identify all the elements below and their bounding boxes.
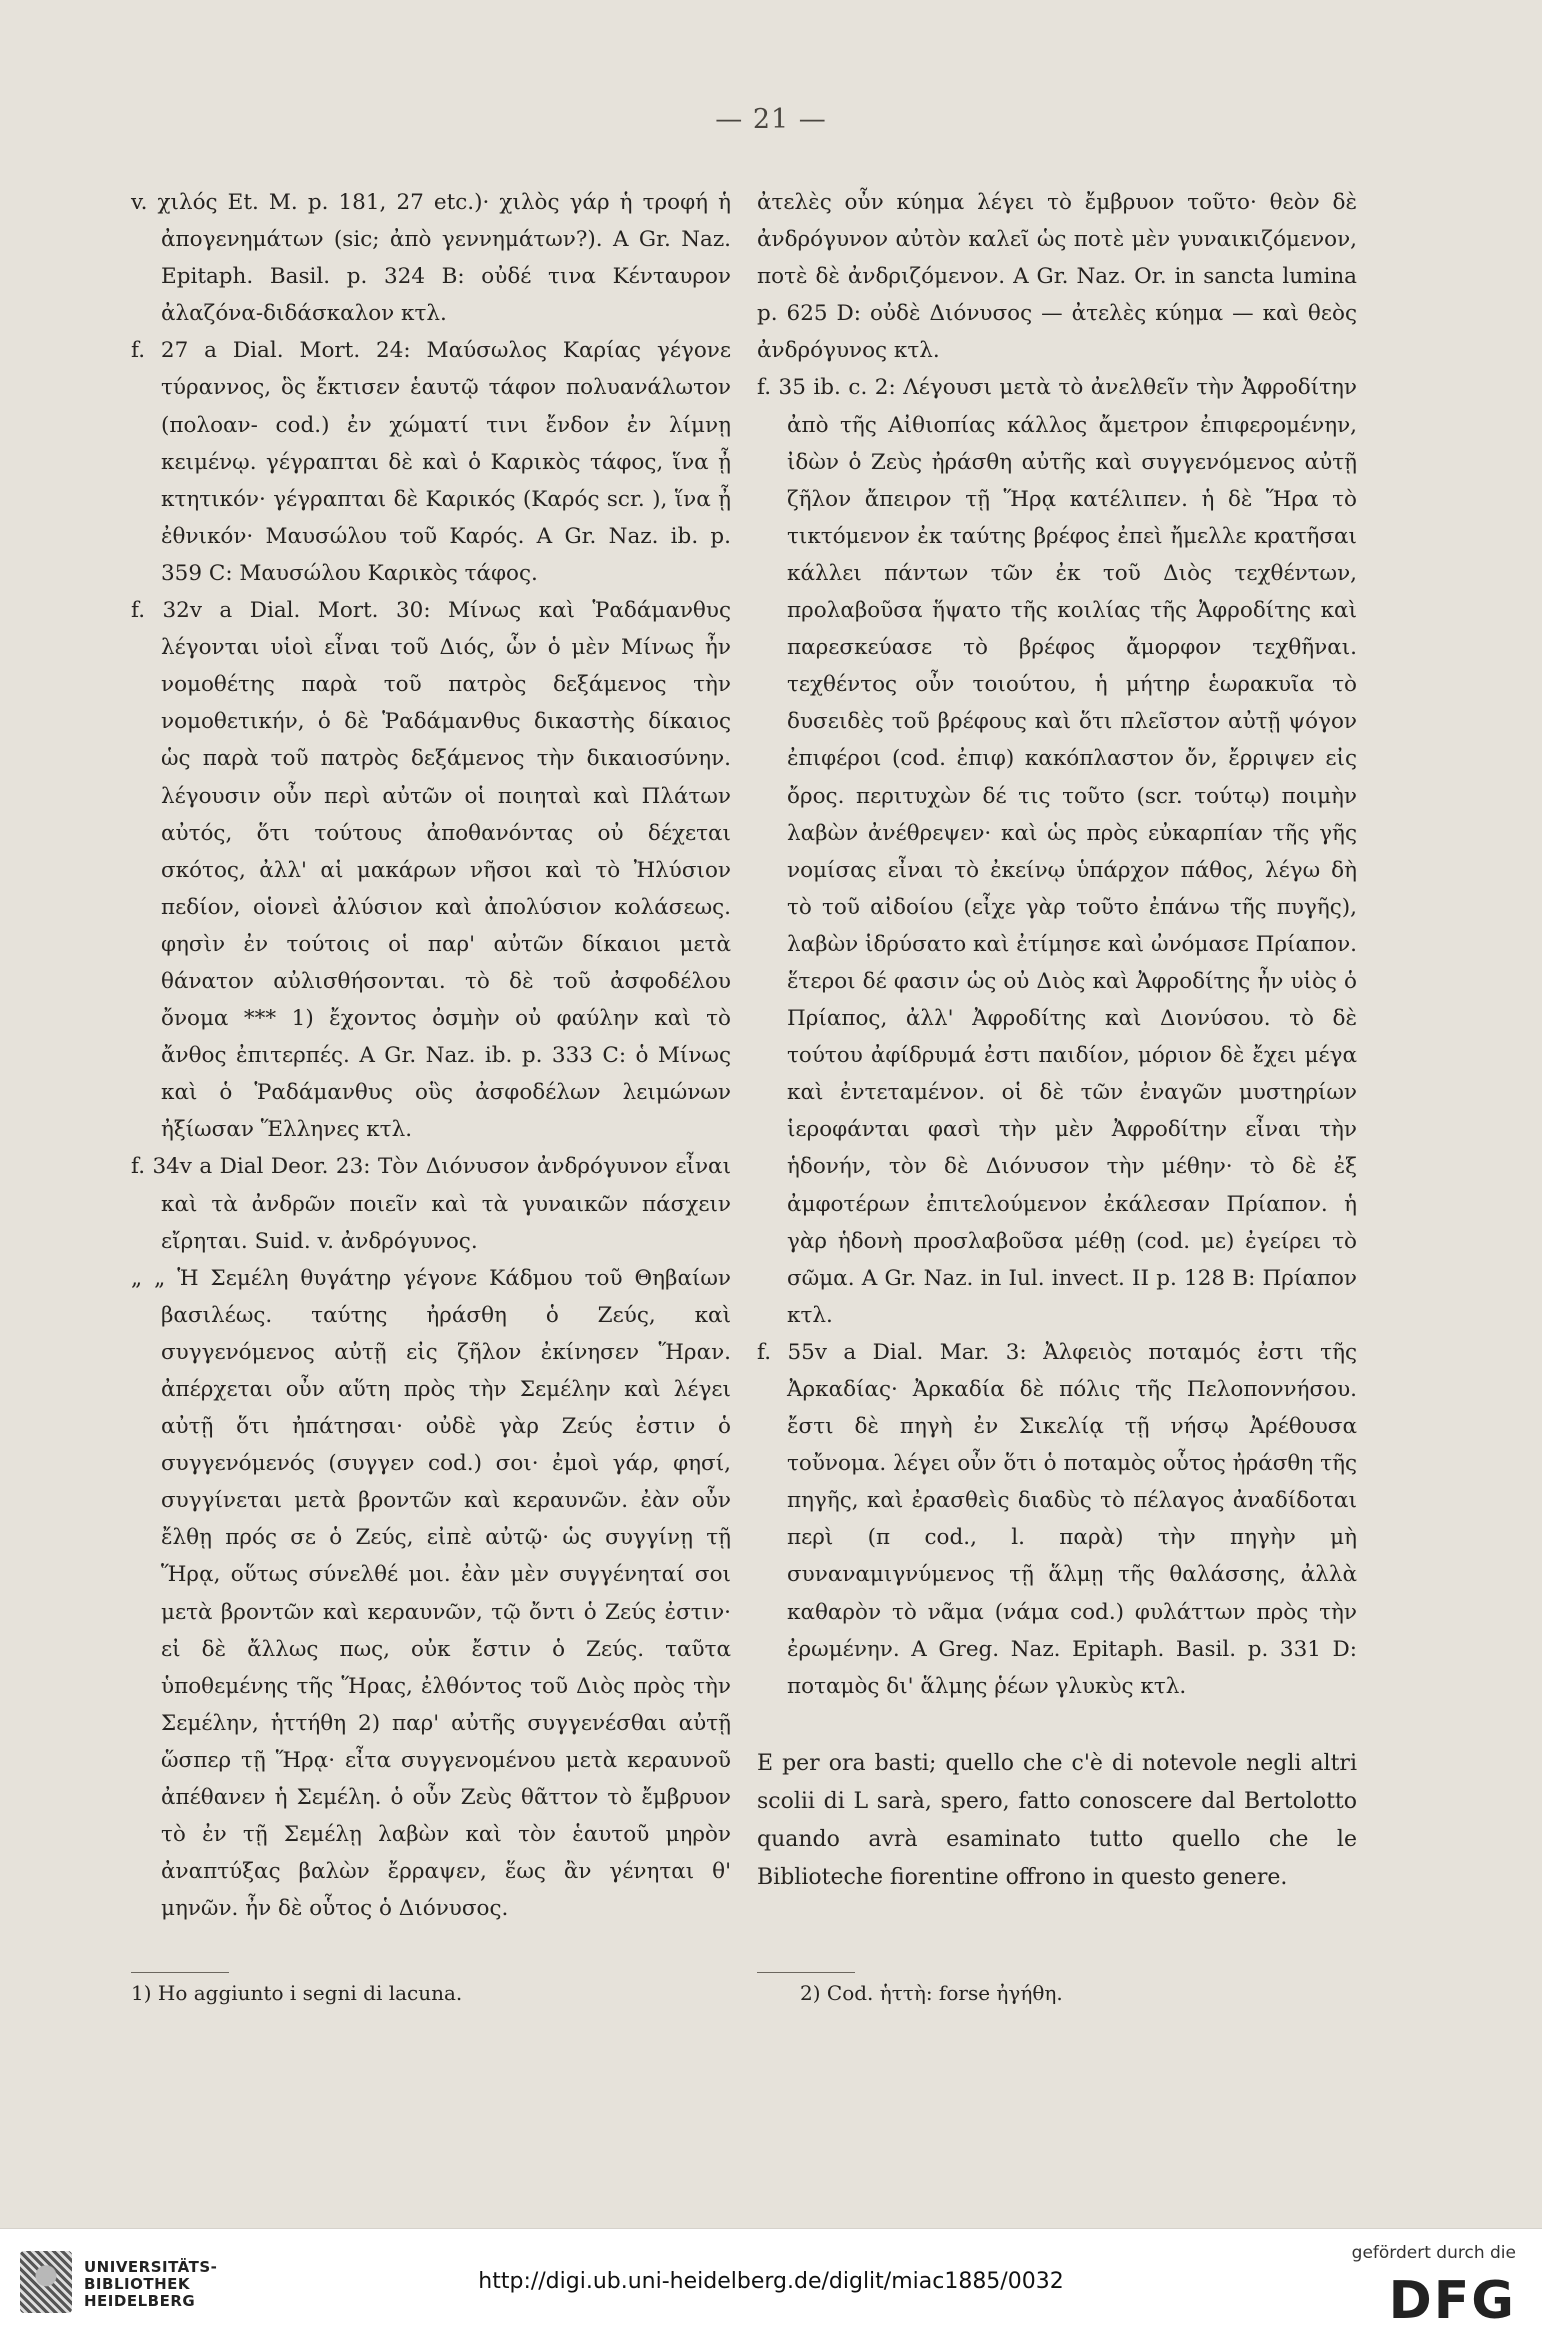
entry-paragraph: f. 32v a Dial. Mort. 30: Μίνως καὶ Ῥαδάμανθυς λέγονται υἱοὶ εἶναι τοῦ Διός, ὧν ὁ μὲν Μίνως ἦν νομοθέτης παρὰ τοῦ πατρὸς δεξάμενος τὴν νομοθετικήν, ὁ δὲ Ῥαδάμανθυς δικαστὴς δίκαιος ὡς παρὰ τοῦ πατρὸς δεξάμενος τὴν δικαιοσύνην. λέγουσιν οὖν περὶ αὐτῶν οἱ ποιηταὶ καὶ Πλάτων αὐτός, ὅτι τούτους ἀποθανόντας οὐ δέχεται σκότος, ἀλλ' αἱ μακάρων νῆσοι καὶ τὸ Ἠλύσιον πεδίον, οἱονεὶ ἀλύσιον καὶ ἀπολύσιον κολάσεως. φησὶν ἐν τούτοις οἱ παρ' αὐτῶν δίκαιοι μετὰ θάνατον αὐλισθήσονται. τὸ δὲ τοῦ ἀσφοδέλου ὄνομα *** 1) ἔχοντος ὀσμὴν οὐ φαύλην καὶ τὸ ἄνθος ἐπιτερπές. A Gr. Naz. ib. p. 333 C: ὁ Μίνως καὶ ὁ Ῥαδάμανθυς οὓς ἀσφοδέλων λειμώνων ἠξίωσαν Ἕλληνες κτλ. xyxy=(131,598,731,1143)
footnote-rule-right xyxy=(757,1972,855,1973)
entry-paragraph: f. 34v a Dial Deor. 23: Τὸν Διόνυσον ἀνδρόγυνον εἶναι καὶ τὰ ἀνδρῶν ποιεῖν καὶ τὰ γυναικῶν πάσχειν εἴρηται. Suid. v. ἀνδρόγυνος. xyxy=(131,1154,731,1254)
university-name: UNIVERSITÄTS- BIBLIOTHEK HEIDELBERG xyxy=(84,2258,218,2310)
source-url-link[interactable]: http://digi.ub.uni-heidelberg.de/diglit/miac1885/0032 xyxy=(478,2269,1064,2294)
page-number: — 21 — xyxy=(715,104,827,135)
entry-paragraph: ἀτελὲς οὖν κύημα λέγει τὸ ἔμβρυον τοῦτο· θεὸν δὲ ἀνδρόγυνον αὐτὸν καλεῖ ὡς ποτὲ μὲν γυναικιζόμενον, ποτὲ δὲ ἀνδριζόμενον. A Gr. Naz. Or. in sancta lumina p. 625 D: οὐδὲ Διόνυσος — ἀτελὲς κύημα — καὶ θεὸς ἀνδρόγυνος κτλ. xyxy=(757,190,1357,364)
entry-paragraph: „ „ Ἡ Σεμέλη θυγάτηρ γέγονε Κάδμου τοῦ Θηβαίων βασιλέως. ταύτης ἠράσθη ὁ Ζεύς, καὶ συγγενόμενος αὐτῇ εἰς ζῆλον ἐκίνησεν Ἥραν. ἀπέρχεται οὖν αὕτη πρὸς τὴν Σεμέλην καὶ λέγει αὐτῇ ὅτι ἠπάτησαι· οὐδὲ γὰρ Ζεύς ἐστιν ὁ συγγενόμενός (συγγεν cod.) σοι· ἐμοὶ γάρ, φησί, συγγίνεται μετὰ βροντῶν καὶ κεραυνῶν. ἐὰν οὖν ἔλθῃ πρός σε ὁ Ζεύς, εἰπὲ αὐτῷ· ὡς συγγίνῃ τῇ Ἥρᾳ, οὕτως σύνελθέ μοι. ἐὰν μὲν συγγένηταί σοι μετὰ βροντῶν καὶ κεραυνῶν, τῷ ὄντι ὁ Ζεύς ἐστιν· εἰ δὲ ἄλλως πως, οὐκ ἔστιν ὁ Ζεύς. ταῦτα ὑποθεμένης τῆς Ἥρας, ἐλθόντος τοῦ Διὸς πρὸς τὴν Σεμέλην, ἡττήθη 2) παρ' αὐτῆς συγγενέσθαι αὐτῇ ὥσπερ τῇ Ἥρᾳ· εἶτα συγγενομένου μετὰ κεραυνοῦ ἀπέθανεν ἡ Σεμέλη. ὁ οὖν Ζεὺς θᾶττον τὸ ἔμβρυον τὸ ἐν τῇ Σεμέλῃ λαβὼν καὶ τὸν ἑαυτοῦ μηρὸν ἀναπτύξας βαλὼν ἔρραψεν, ἕως ἂν γένηται θ' μηνῶν. ἦν δὲ οὗτος ὁ Διόνυσος. xyxy=(131,1265,731,1922)
entry-paragraph: f. 35 ib. c. 2: Λέγουσι μετὰ τὸ ἀνελθεῖν τὴν Ἀφροδίτην ἀπὸ τῆς Αἰθιοπίας κάλλος ἄμετρον ἐπιφερομένην, ἰδὼν ὁ Ζεὺς ἠράσθη αὐτῆς καὶ συγγενόμενος αὐτῇ ζῆλον ἄπειρον τῇ Ἥρᾳ κατέλιπεν. ἡ δὲ Ἥρα τὸ τικτόμενον ἐκ ταύτης βρέφος ἐπεὶ ἤμελλε κρατῆσαι κάλλει πάντων τῶν ἐκ τοῦ Διὸς τεχθέντων, προλαβοῦσα ἥψατο τῆς κοιλίας τῆς Ἀφροδίτης καὶ παρεσκεύασε τὸ βρέφος ἄμορφον τεχθῆναι. τεχθέντος οὖν τοιούτου, ἡ μήτηρ ἑωρακυῖα τὸ δυσειδὲς τοῦ βρέφους καὶ ὅτι πλεῖστον αὐτῇ ψόγον ἐπιφέροι (cod. ἐπιφ) κακόπλαστον ὄν, ἔρριψεν εἰς ὄρος. περιτυχὼν δέ τις τοῦτο (scr. τούτῳ) ποιμὴν λαβὼν ἀνέθρεψεν· καὶ ὡς πρὸς εὐκαρπίαν τῆς γῆς νομίσας εἶναι τὸ ἐκείνῳ ὑπάρχον πάθος, λέγω δὴ τὸ τοῦ αἰδοίου (εἶχε γὰρ τοῦτο ἐπάνω τῆς πυγῆς), λαβὼν ἱδρύσατο καὶ ἐτίμησε καὶ ὠνόμασε Πρίαπον. ἕτεροι δέ φασιν ὡς οὐ Διὸς καὶ Ἀφροδίτης ἦν υἱὸς ὁ Πρίαπος, ἀλλ' Ἀφροδίτης καὶ Διονύσου. τὸ δὲ τούτου ἀφίδρυμά ἐστι παιδίον, μόριον δὲ ἔχει μέγα καὶ ἐντεταμένον. οἱ δὲ τῶν ἐναγῶν μυστηρίων ἱεροφάνται φασὶ τὴν μὲν Ἀφροδίτην εἶναι τὴν ἡδονήν, τὸν δὲ Διόνυσον τὴν μέθην· τὸ δὲ ἐξ ἀμφοτέρων ἐπιτελούμενον ἐκάλεσαν Πρίαπον. ἡ γὰρ ἡδονὴ προσλαβοῦσα μέθῃ (cod. με) ἐγείρει τὸ σῶμα. A Gr. Naz. in Iul. invect. II p. 128 B: Πρίαπον κτλ. xyxy=(757,375,1357,1328)
entry-paragraph: v. χιλός Et. M. p. 181, 27 etc.)· χιλὸς γάρ ἡ τροφή ἡ ἀπογενημάτων (sic; ἀπὸ γεννημάτων?). A Gr. Naz. Epitaph. Basil. p. 324 B: οὐδέ τινα Κένταυρον ἀλαζόνα-διδάσκαλον κτλ. xyxy=(131,190,731,327)
footnote-rule-left xyxy=(131,1972,229,1973)
right-column xyxy=(757,184,1357,1897)
closing-paragraph: E per ora basti; quello che c'è di notevole negli altri scolii di L sarà, spero, fatto conoscere dal Bertolotto quando avrà esaminato tutto quello che le Biblioteche fiorentine offrono in questo genere. xyxy=(757,1750,1357,1890)
footer-bar xyxy=(0,2228,1542,2335)
entry-paragraph: f. 55v a Dial. Mar. 3: Ἀλφειὸς ποταμός ἐστι τῆς Ἀρκαδίας· Ἀρκαδία δὲ πόλις τῆς Πελοποννήσου. ἔστι δὲ πηγὴ ἐν Σικελίᾳ τῇ νήσῳ Ἀρέθουσα τοὔνομα. λέγει οὖν ὅτι ὁ ποταμὸς οὗτος ἠράσθη τῆς πηγῆς, καὶ ἐρασθεὶς διαδὺς τὸ πέλαγος ἀναδίδοται περὶ (π cod., l. παρὰ) τὴν πηγὴν μὴ συναναμιγνύμενος τῇ ἅλμῃ τῆς θαλάσσης, ἀλλὰ καθαρὸν τὸ νᾶμα (νάμα cod.) φυλάττων πρὸς τὴν ἐρωμένην. A Greg. Naz. Epitaph. Basil. p. 331 D: ποταμὸς δι' ἅλμης ῥέων γλυκὺς κτλ. xyxy=(757,1339,1357,1699)
entry-paragraph: f. 27 a Dial. Mort. 24: Μαύσωλος Καρίας γέγονε τύραννος, ὃς ἔκτισεν ἑαυτῷ τάφον πολυανάλωτον (πολοαν- cod.) ἐν χώματί τινι ἔνδον ἐν λίμνῃ κειμένῳ. γέγραπται δὲ καὶ ὁ Καρικὸς τάφος, ἵνα ᾖ κτητικόν· γέγραπται δὲ Καρικός (Καρός scr. ), ἵνα ᾖ ἐθνικόν· Μαυσώλου τοῦ Καρός. A Gr. Naz. ib. p. 359 C: Μαυσώλου Καρικὸς τάφος. xyxy=(131,338,731,586)
funder-label: gefördert durch die xyxy=(1351,2243,1516,2263)
footnote-left: 1) Ho aggiunto i segni di lacuna. xyxy=(131,1981,463,2005)
left-column xyxy=(131,184,731,1927)
dfg-logo: DFG xyxy=(1388,2271,1516,2331)
footnote-right: 2) Cod. ἡττὴ: forse ἠγήθη. xyxy=(800,1981,1063,2005)
